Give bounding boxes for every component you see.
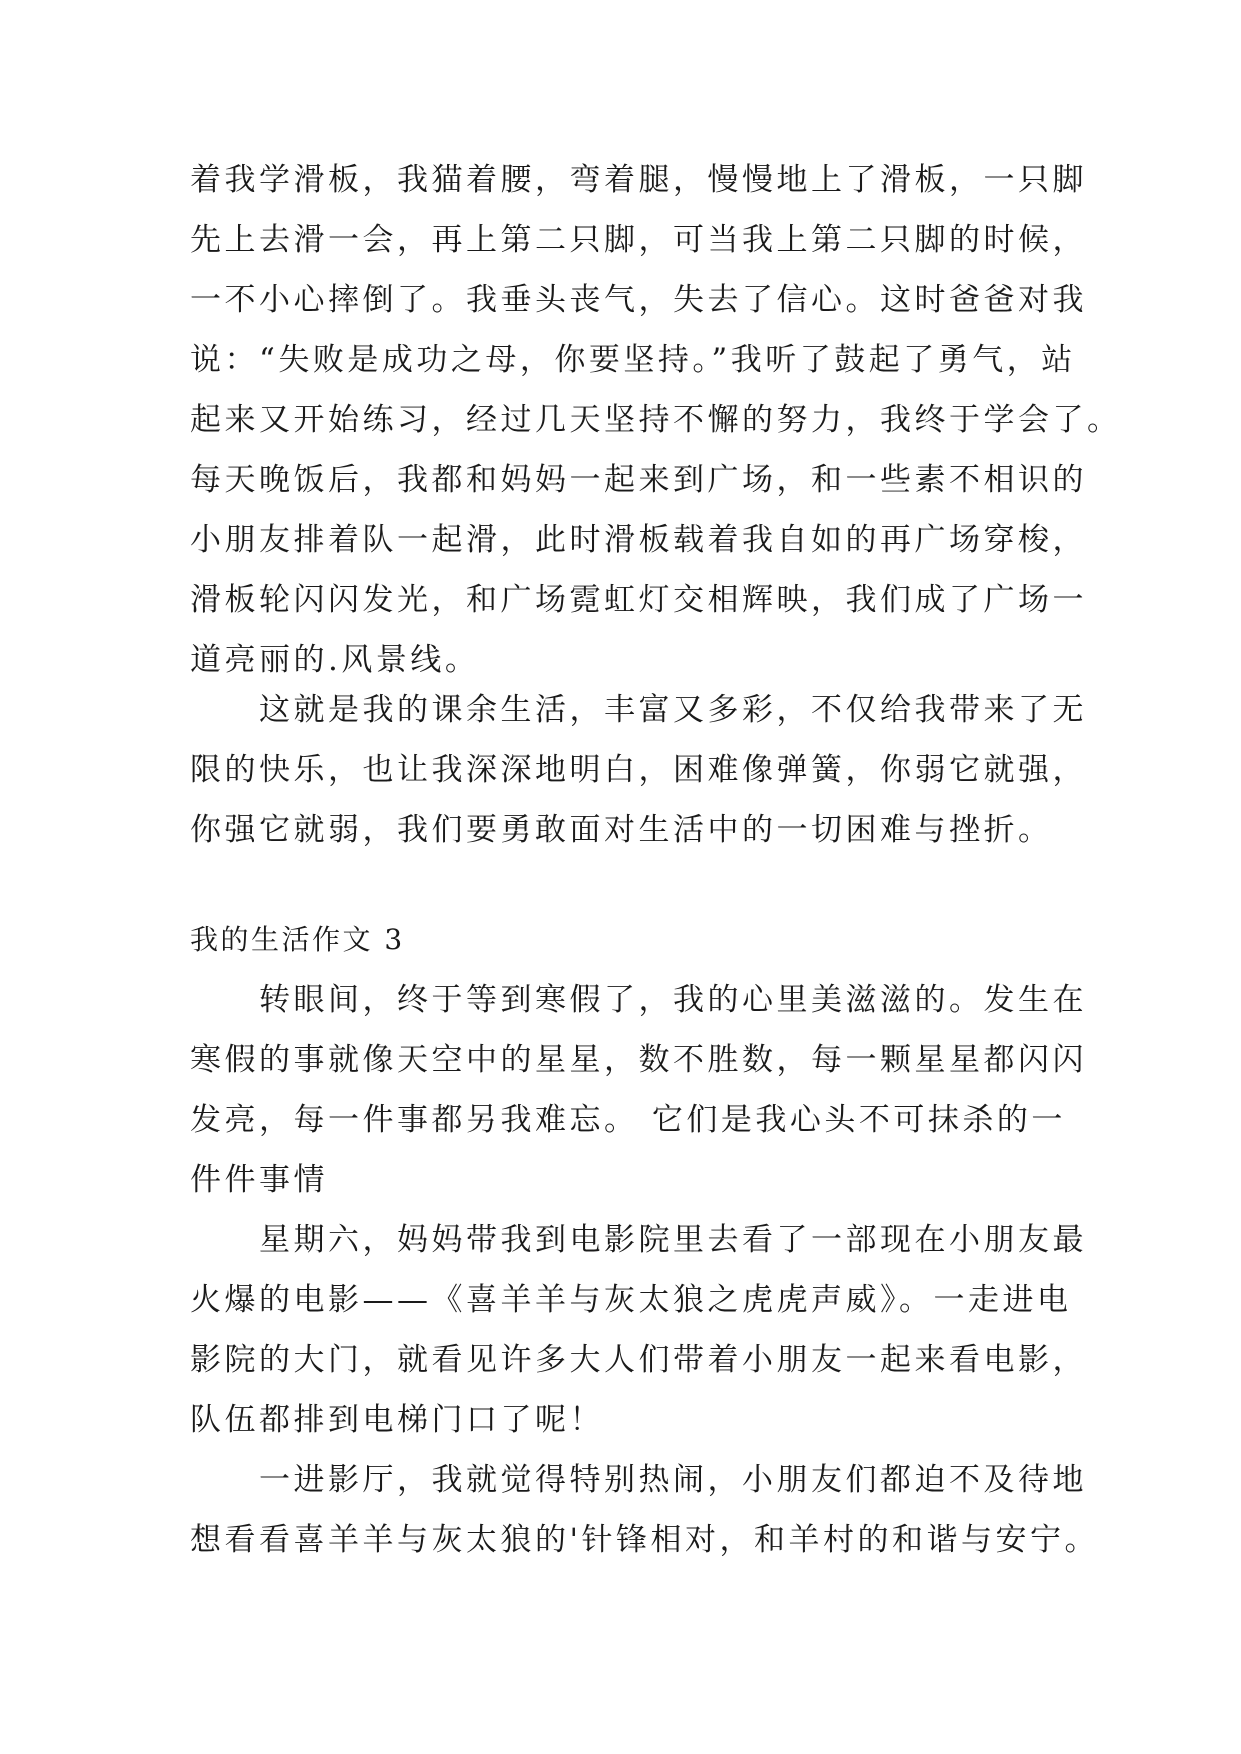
text-line: 队伍都排到电梯门口了呢！ [190, 1402, 604, 1438]
paragraph-skateboard [190, 150, 1122, 690]
section-heading: 我的生活作文 3 [190, 923, 405, 956]
text-line: 寒假的事就像天空中的星星，数不胜数，每一颗星星都闪闪 [190, 1042, 1087, 1078]
text-line: 这就是我的课余生活，丰富又多彩，不仅给我带来了无 [190, 692, 1087, 728]
text-line: 道亮丽的.风景线。 [190, 642, 480, 678]
text-line: 着我学滑板，我猫着腰，弯着腿，慢慢地上了滑板，一只脚 [190, 162, 1087, 198]
text-line: 影院的大门，就看见许多大人们带着小朋友一起来看电影， [190, 1342, 1087, 1378]
text-line: 说：“失败是成功之母，你要坚持。”我听了鼓起了勇气，站 [190, 342, 1076, 378]
text-line: 你强它就弱，我们要勇敢面对生活中的一切困难与挫折。 [190, 812, 1053, 848]
essay-3-body [190, 970, 1100, 1570]
paragraph-conclusion [190, 680, 1087, 860]
text-line: 限的快乐，也让我深深地明白，困难像弹簧，你弱它就强， [190, 752, 1087, 788]
text-line: 一不小心摔倒了。我垂头丧气，失去了信心。这时爸爸对我 [190, 282, 1087, 318]
text-line: 滑板轮闪闪发光，和广场霓虹灯交相辉映，我们成了广场一 [190, 582, 1087, 618]
text-line: 火爆的电影——《喜羊羊与灰太狼之虎虎声威》。一走进电 [190, 1282, 1072, 1318]
text-line: 想看看喜羊羊与灰太狼的'针锋相对，和羊村的和谐与安宁。 [190, 1522, 1100, 1558]
text-line: 起来又开始练习，经过几天坚持不懈的努力，我终于学会了。 [190, 402, 1122, 438]
text-line: 每天晚饭后，我都和妈妈一起来到广场，和一些素不相识的 [190, 462, 1087, 498]
text-line: 小朋友排着队一起滑，此时滑板载着我自如的再广场穿梭， [190, 522, 1087, 558]
text-line: 一进影厅，我就觉得特别热闹，小朋友们都迫不及待地 [190, 1462, 1087, 1498]
text-line: 发亮，每一件事都另我难忘。 它们是我心头不可抹杀的一 [190, 1102, 1066, 1138]
text-line: 转眼间，终于等到寒假了，我的心里美滋滋的。发生在 [190, 982, 1087, 1018]
text-line: 件件事情 [190, 1162, 328, 1198]
text-line: 先上去滑一会，再上第二只脚，可当我上第二只脚的时候， [190, 222, 1087, 258]
text-line: 星期六，妈妈带我到电影院里去看了一部现在小朋友最 [190, 1222, 1087, 1258]
